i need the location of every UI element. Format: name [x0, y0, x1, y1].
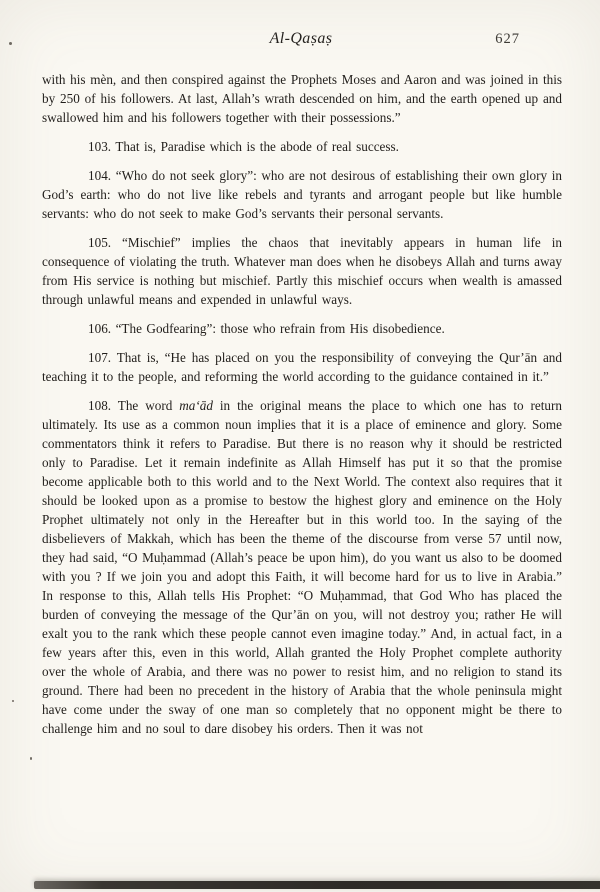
page-body — [42, 70, 562, 748]
footnote-104: 104. “Who do not seek glory”: who are not desirous of establishing their own glory in God’s earth: who do not live like rebels and tyrants and arrogant people but like humble servants: who do not seek to make God’s servants their personal servants. — [42, 168, 562, 221]
page-number: 627 — [495, 31, 520, 47]
scan-speck — [30, 757, 32, 760]
footnote-106: 106. “The Godfearing”: those who refrain from His disobedience. — [88, 321, 445, 336]
footnote-107: 107. That is, “He has placed on you the responsibility of conveying the Qur’ān and teaching it to the people, and reforming the world according to the guidance contained in it.” — [42, 350, 562, 384]
chapter-title: Al-Qaṣaṣ — [269, 30, 333, 47]
paragraph-continuation: with his mèn, and then conspired against the Prophets Moses and Aaron and was joined in this by 250 of his followers. At last, Allah’s wrath descended on him, and the earth opened up and swallowed him and his followers together with their possessions.” — [42, 72, 562, 125]
footnote-103: 103. That is, Paradise which is the abode of real success. — [88, 139, 399, 154]
footnote-105: 105. “Mischief” implies the chaos that inevitably appears in human life in consequence of violating the truth. Whatever man does when he disobeys Allah and turns away from His service is nothing but mischief. Partly this mischief occurs when wealth is amassed through unlawful means and expended in unlawful ways. — [42, 235, 562, 307]
page-header — [42, 30, 560, 52]
footnote-108-text-post: in the original means the place to which one has to return ultimately. Its use as a common noun implies that it is a place of eminence and glory. Some commentators think it refers to Paradise. But there is no reason why it should be restricted only to Paradise. Let it remain indefinite as Allah Himself has put it so that the promise become applicable both to this world and to the Next World. The context also requires that it should be looked upon as a promise to bestow the highest glory and eminence on the Holy Prophet ultimately not only in the Hereafter but in this world too. In the saying of the disbelievers of Makkah, which has been the theme of the discourse from verse 57 until now, they had said, “O Muḥammad (Allah’s peace be upon him), do you want us also to be doomed with you ? If we join you and adopt this Faith, it will become hard for us to live in Arabia.” In response to this, Allah tells His Prophet: “O Muḥammad, that God Who has placed the burden of conveying the message of the Qur’ān on you, will not destroy you; rather He will exalt you to the rank which these people cannot even imagine today.” And, in actual fact, in a few years after this, even in this world, Allah granted the Holy Prophet complete authority over the whole of Arabia, and there was no power to resist him, and no religion to stand its ground. There had been no precedent in the history of Arabia that the whole peninsula might have come under the sway of one man so completely that no opponent might be there to challenge him and no soul to dare disobey his orders. Then it was not — [42, 398, 562, 736]
scan-edge-artifact — [34, 881, 600, 889]
footnote-108-text-pre: 108. The word — [88, 398, 180, 413]
arabic-term-maad: ma‘ād — [179, 398, 213, 413]
scan-speck — [9, 42, 12, 45]
footnote-108 — [42, 396, 562, 738]
scan-speck — [12, 700, 14, 702]
